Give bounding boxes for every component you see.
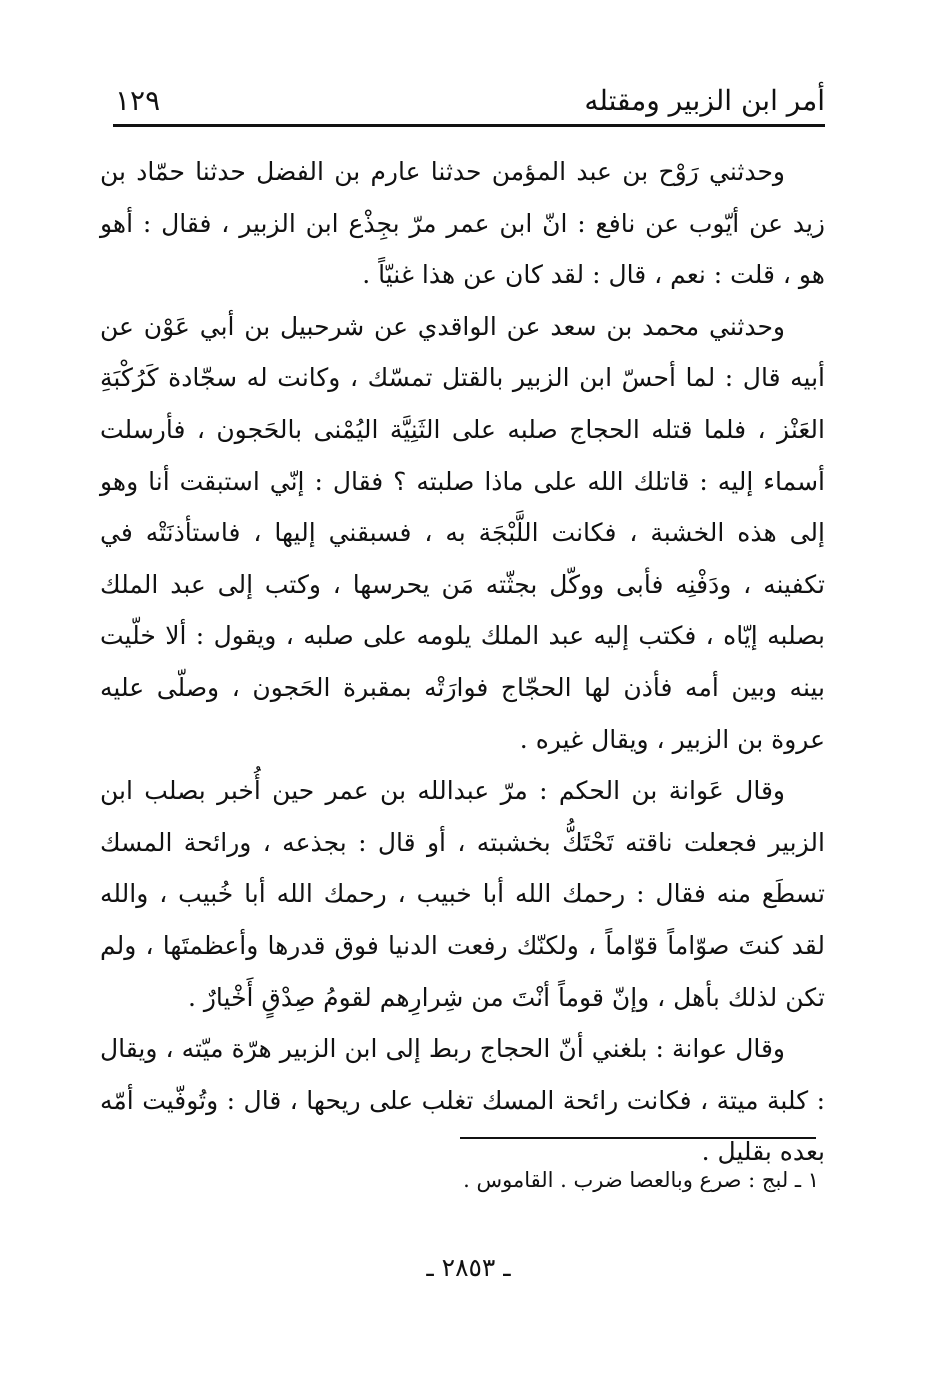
header-rule bbox=[113, 124, 825, 127]
page-number: ـ ٢٨٥٣ ـ bbox=[426, 1253, 511, 1282]
chapter-page-number: ١٢٩ bbox=[115, 84, 161, 117]
running-head bbox=[113, 80, 825, 124]
footnote: ١ ـ لبج : صرع وبالعصا ضرب . القاموس . bbox=[463, 1168, 819, 1192]
main-text bbox=[100, 146, 825, 1178]
paragraph: وحدثني محمد بن سعد عن الواقدي عن شرحبيل بن أبي عَوْن عن أبيه قال : لما أحسّ ابن الزبير بالقتل تمسّك ، وكانت له سجّادة كَرُكْبَةِ العَنْز ، فلما قتله الحجاج صلبه على الثَنِيَّة اليُمْنى بالحَجون ، فأرسلت أسماء إليه : قاتلك الله على ماذا صلبته ؟ فقال : إنّي استبقت أنا وهو إلى هذه الخشبة ، فكانت اللَّبْجَة به ، فسبقني إليها ، فاستأذنَتْه في تكفينه ، ودَفْنِه فأبى ووكّل بجثّته مَن يحرسها ، وكتب إلى عبد الملك بصلبه إيّاه ، فكتب إليه عبد الملك يلومه على صلبه ، ويقول : ألا خلّيت بينه وبين أمه فأذن لها الحجّاج فوارَتْه بمقبرة الحَجون ، وصلّى عليه عروة بن الزبير ، ويقال غيره . bbox=[100, 311, 825, 754]
paragraph: وحدثني رَوْح بن عبد المؤمن حدثنا عارم بن الفضل حدثنا حمّاد بن زيد عن أيّوب عن نافع : انّ ابن عمر مرّ بجِذْع ابن الزبير ، فقال : أهو هو ، قلت : نعم ، قال : لقد كان عن هذا غنيّاً . bbox=[100, 157, 825, 290]
chapter-title: أمر ابن الزبير ومقتله bbox=[584, 84, 825, 117]
footnote-rule bbox=[460, 1137, 816, 1139]
paragraph: وقال عَوانة بن الحكم : مرّ عبدالله بن عمر حين أُخبر بصلب ابن الزبير فجعلت ناقته تَحْتَكُّ بخشبته ، أو قال : بجذعه ، ورائحة المسك تسطَع منه فقال : رحمك الله أبا خبيب ، رحمك الله أبا خُبيب ، والله لقد كنتَ صوّاماً قوّاماً ، ولكنّك رفعت الدنيا فوق قدرها وأعظمتَها ، ولم تكن لذلك بأهل ، وإنّ قوماً أنْتَ من شِرارِهم لقومُ صِدْقٍ أَخْيارٌ . bbox=[100, 776, 825, 1012]
paragraph: وقال عوانة : بلغني أنّ الحجاج ربط إلى ابن الزبير هرّة ميّته ، ويقال : كلبة ميتة ، فكانت رائحة المسك تغلب على ريحها ، قال : وتُوفّيت أمّه بعده بقليل . bbox=[100, 1034, 825, 1167]
